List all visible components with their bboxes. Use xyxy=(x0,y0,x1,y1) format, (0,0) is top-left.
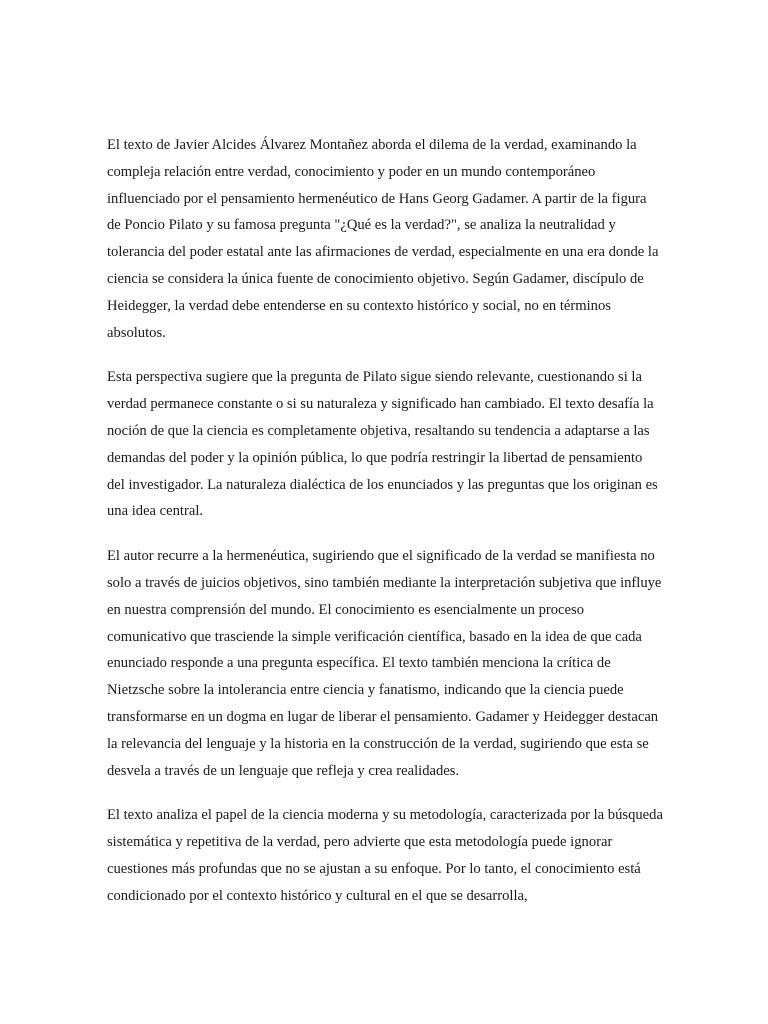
paragraph-4: El texto analiza el papel de la ciencia moderna y su metodología, caracterizada por la búsqueda sistemática y repetitiva de la verdad, pero advierte que esta metodología puede ignorar cuestiones más profundas que no se ajustan a su enfoque. Por lo tanto, el conocimiento está condicionado por el contexto histórico y cultural en el que se desarrolla, xyxy=(107,807,663,904)
paragraph-1: El texto de Javier Alcides Álvarez Montañez aborda el dilema de la verdad, examinando la compleja relación entre verdad, conocimiento y poder en un mundo contemporáneo influenciado por el pensamiento hermenéutico de Hans Georg Gadamer. A partir de la figura de Poncio Pilato y su famosa pregunta "¿Qué es la verdad?", se analiza la neutralidad y tolerancia del poder estatal ante las afirmaciones de verdad, especialmente en una era donde la ciencia se considera la única fuente de conocimiento objetivo. Según Gadamer, discípulo de Heidegger, la verdad debe entenderse en su contexto histórico y social, no en términos absolutos. xyxy=(107,137,659,341)
document-body xyxy=(107,132,663,928)
paragraph-3: El autor recurre a la hermenéutica, sugiriendo que el significado de la verdad se manifiesta no solo a través de juicios objetivos, sino también mediante la interpretación subjetiva que influye en nuestra comprensión del mundo. El conocimiento es esencialmente un proceso comunicativo que trasciende la simple verificación científica, basado en la idea de que cada enunciado responde a una pregunta específica. El texto también menciona la crítica de Nietzsche sobre la intolerancia entre ciencia y fanatismo, indicando que la ciencia puede transformarse en un dogma en lugar de liberar el pensamiento. Gadamer y Heidegger destacan la relevancia del lenguaje y la historia en la construcción de la verdad, sugiriendo que esta se desvela a través de un lenguaje que refleja y crea realidades. xyxy=(107,548,662,779)
paragraph-2: Esta perspectiva sugiere que la pregunta de Pilato sigue siendo relevante, cuestionando si la verdad permanece constante o si su naturaleza y significado han cambiado. El texto desafía la noción de que la ciencia es completamente objetiva, resaltando su tendencia a adaptarse a las demandas del poder y la opinión pública, lo que podría restringir la libertad de pensamiento del investigador. La naturaleza dialéctica de los enunciados y las preguntas que los originan es una idea central. xyxy=(107,369,658,520)
